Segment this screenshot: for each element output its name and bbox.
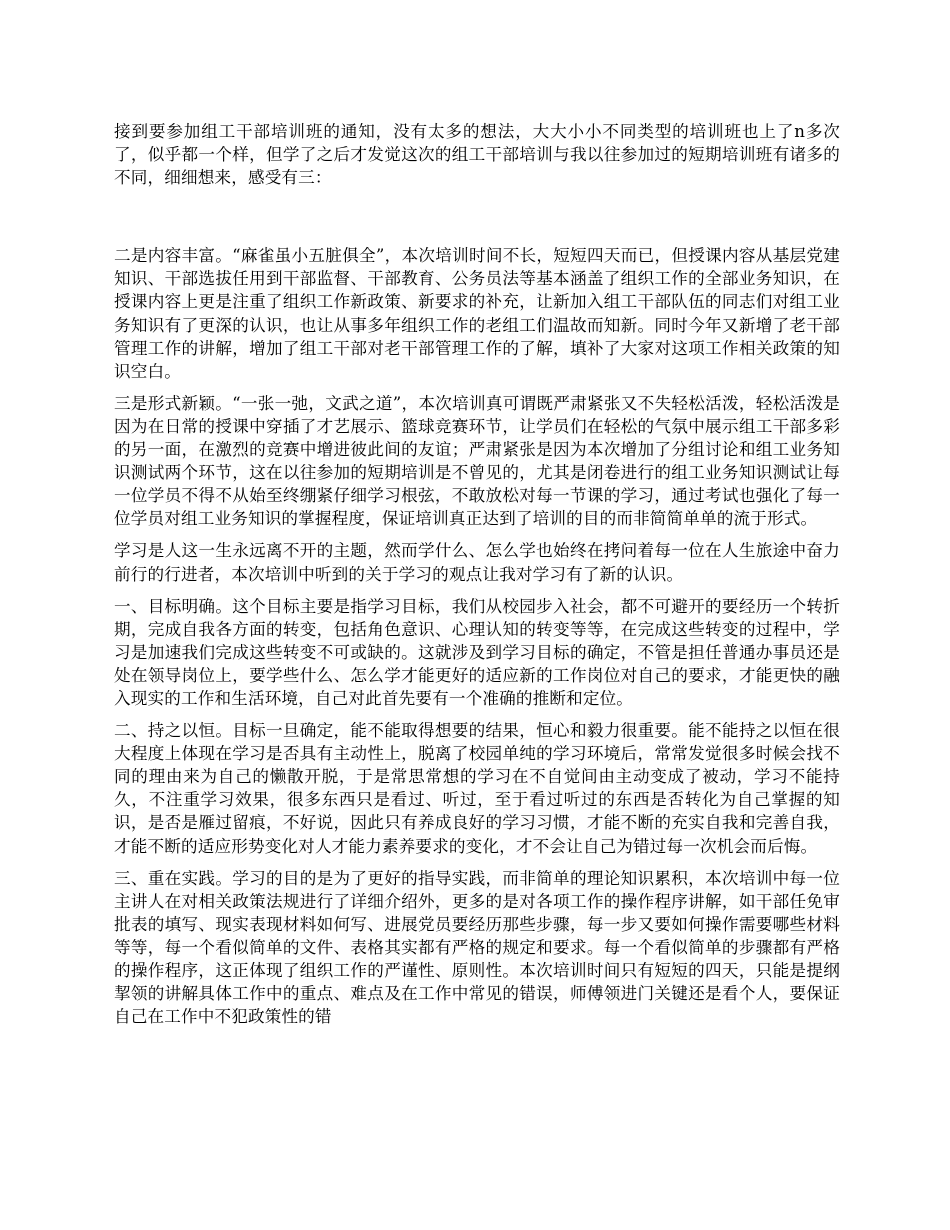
paragraph-perseverance: 二、持之以恒。目标一旦确定，能不能取得想要的结果，恒心和毅力很重要。能不能持之以恒在很大程度上体现在学习是否具有主动性上，脱离了校园单纯的学习环境后，常常发觉很多时候会找不同的理由来为自己的懒散开脱，于是常思常想的学习在不自觉间由主动变成了被动，学习不能持久，不注重学习效果，很多东西只是看过、听过，至于看过听过的东西是否转化为自己掌握的知识，是否是雁过留痕，不好说，因此只有养成良好的学习习惯，才能不断的充实自我和完善自我，才能不断的适应形势变化对人才能力素养要求的变化，才不会让自己为错过每一次机会而后悔。 (114, 721, 840, 856)
paragraph-intro: 接到要参加组工干部培训班的通知，没有太多的想法，大大小小不同类型的培训班也上了n多次了，似乎都一个样，但学了之后才发觉这次的组工干部培训与我以往参加过的短期培训班有诸多的不同，细细想来，感受有三： (114, 122, 840, 188)
paragraph-clear-goal: 一、目标明确。这个目标主要是指学习目标，我们从校园步入社会，都不可避开的要经历一个转折期，完成自我各方面的转变，包括角色意识、心理认知的转变等等，在完成这些转变的过程中，学习是加速我们完成这些转变不可或缺的。这就涉及到学习目标的确定，不管是担任普通办事员还是处在领导岗位上，要学些什么、怎么学才能更好的适应新的工作岗位对自己的要求，才能更快的融入现实的工作和生活环境，自己对此首先要有一个准确的推断和定位。 (114, 596, 840, 708)
paragraph-form-novel: 三是形式新颖。“一张一弛，文武之道”，本次培训真可谓既严肃紧张又不失轻松活泼，轻松活泼是因为在日常的授课中穿插了才艺展示、篮球竞赛环节，让学员们在轻松的气氛中展示组工干部多彩的另一面，在激烈的竞赛中增进彼此间的友谊；严肃紧张是因为本次增加了分组讨论和组工业务知识测试两个环节，这在以往参加的短期培训是不曾见的，尤其是闭卷进行的组工业务知识测试让每一位学员不得不从始至终绷紧仔细学习根弦，不敢放松对每一节课的学习，通过考试也强化了每一位学员对组工业务知识的掌握程度，保证培训真正达到了培训的目的而非简简单单的流于形式。 (114, 393, 840, 529)
document-body (114, 120, 840, 1037)
paragraph-content-rich: 二是内容丰富。“麻雀虽小五脏俱全”，本次培训时间不长，短短四天而已，但授课内容从基层党建知识、干部选拔任用到干部监督、干部教育、公务员法等基本涵盖了组织工作的全部业务知识，在授课内容上更是注重了组织工作新政策、新要求的补充，让新加入组工干部队伍的同志们对组工业务知识有了更深的认识，也让从事多年组织工作的老组工们温故而知新。同时今年又新增了老干部管理工作的讲解，增加了组工干部对老干部管理工作的了解，填补了大家对这项工作相关政策的知识空白。 (114, 246, 840, 381)
blank-gap (114, 198, 840, 244)
paragraph-learning-theme: 学习是人这一生永远离不开的主题，然而学什么、怎么学也始终在拷问着每一位在人生旅途中奋力前行的行进者，本次培训中听到的关于学习的观点让我对学习有了新的认识。 (114, 541, 840, 584)
paragraph-practice: 三、重在实践。学习的目的是为了更好的指导实践，而非简单的理论知识累积，本次培训中每一位主讲人在对相关政策法规进行了详细介绍外，更多的是对各项工作的操作程序讲解，如干部任免审批表的填写、现实表现材料如何写、进展党员要经历那些步骤，每一步又要如何操作需要哪些材料等等，每一个看似简单的文件、表格其实都有严格的规定和要求。每一个看似简单的步骤都有严格的操作程序，这正体现了组织工作的严谨性、原则性。本次培训时间只有短短的四天，只能是提纲挈领的讲解具体工作中的重点、难点及在工作中常见的错误，师傅领进门关键还是看个人，要保证自己在工作中不犯政策性的错 (114, 868, 840, 1027)
